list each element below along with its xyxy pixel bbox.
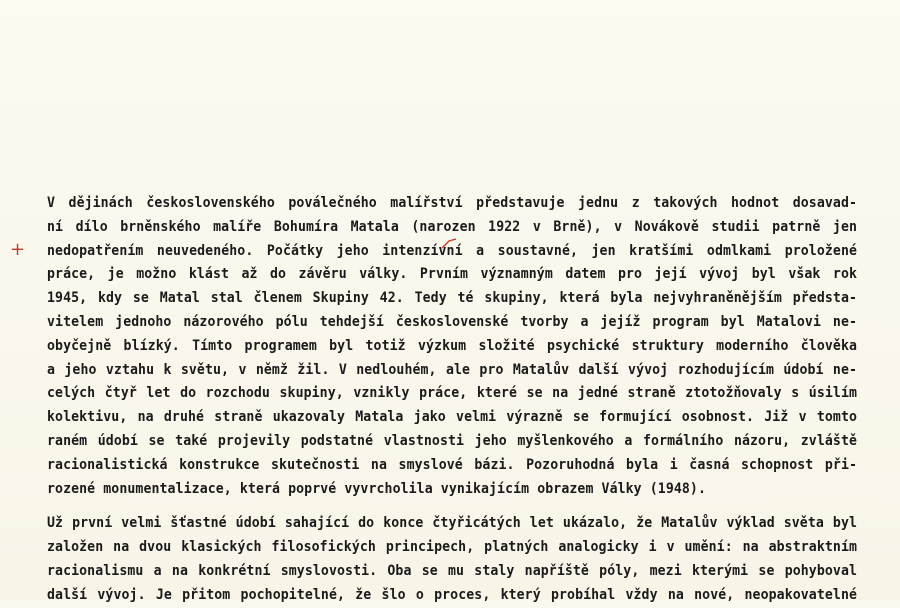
document-body xyxy=(47,192,857,608)
text-line: založen na dvou klasických filosofických principech, platných analogicky i v umění: na abstraktním xyxy=(47,539,858,556)
text-line: Už první velmi šťastné údobí sahající do konce čtyřicátých let ukázalo, že Matalův výklad světa byl xyxy=(47,515,858,532)
text-line: racionalistická konstrukce skutečnosti na smyslové bázi. Pozoruhodná byla i časná schopnost při- xyxy=(47,456,858,473)
text-line: ní dílo brněnského malíře Bohumíra Matala (narozen 1922 v Brně), v Novákově studii patrně jen xyxy=(47,218,858,235)
text-line: V dějinách československého poválečného malířství představuje jednu z takových hodnot dosavad- xyxy=(47,195,858,211)
text-line: nedopatřením neuvedeného. Počátky jeho intenzívní a soustavné, jen kratšími odmlkami proložené xyxy=(47,242,858,259)
text-line: celých čtyř let do rozchodu skupiny, vznikly práce, které se na jedné straně ztotožňovaly s úsilím xyxy=(47,385,858,402)
margin-annotation-mark: + xyxy=(10,239,26,260)
text-line: obyčejně blízký. Tímto programem byl totiž výzkum složité psychické struktury moderního člověka xyxy=(47,337,858,354)
text-line: vitelem jednoho názorového pólu tehdejší československé tvorby a jejíž program byl Matalovi ne- xyxy=(47,313,858,330)
text-line: další vývoj. Je přitom pochopitelné, že šlo o proces, který probíhal vždy na nové, neopakovatelné xyxy=(47,586,858,603)
text-line: 1945, kdy se Matal stal členem Skupiny 42. Tedy té skupiny, která byla nejvyhraněnějším předsta- xyxy=(47,290,858,307)
paragraph-1 xyxy=(47,192,857,501)
paragraph-2 xyxy=(47,512,857,607)
text-line: a jeho vztahu k světu, v němž žil. V nedlouhém, ale pro Matalův další vývoj rozhodujícím údobí ne- xyxy=(47,361,858,378)
text-line: racionalismu a na konkrétní smyslovosti. Oba se mu staly napříště póly, mezi kterými se pohyboval xyxy=(47,562,858,579)
text-line: raném údobí se také projevily podstatné vlastnosti jeho myšlenkového a formálního názoru, zvláště xyxy=(47,432,858,449)
text-line: práce, je možno klást až do závěru války. Prvním významným datem pro její vývoj byl však rok xyxy=(47,266,858,283)
text-line: rozené monumentalizace, která poprvé vyvrcholila vynikajícím obrazem Války (1948). xyxy=(47,480,707,497)
text-line: kolektivu, na druhé straně ukazovaly Matala jako velmi výrazně se formující osobnost. Již v tomto xyxy=(47,409,858,426)
paragraph-spacer xyxy=(47,501,857,512)
